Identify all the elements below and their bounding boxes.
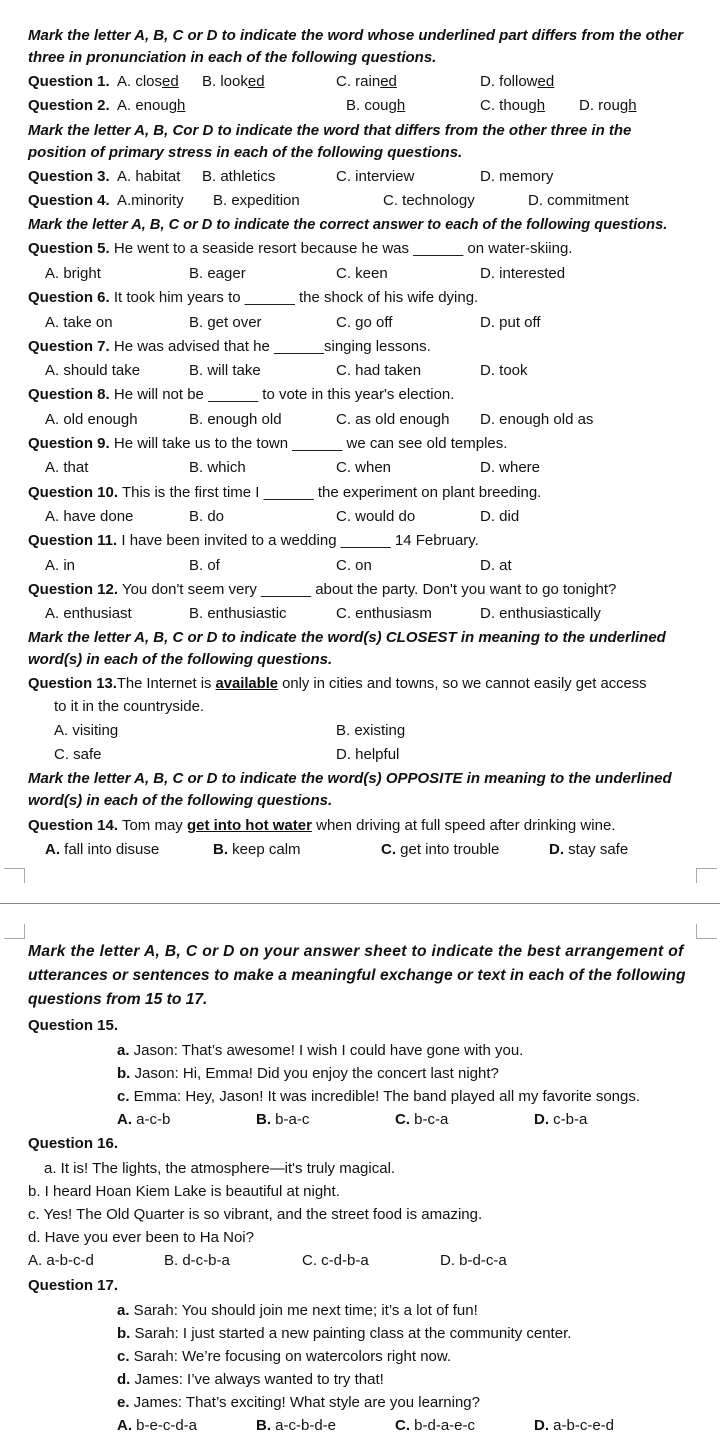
option-b[interactable]: B. which <box>189 459 246 476</box>
option-a[interactable]: A. take on <box>45 314 113 331</box>
question-stem: Question 7. He was advised that he ______singing lessons. <box>28 338 431 355</box>
option-d[interactable]: D. memory <box>480 168 554 185</box>
option-c[interactable]: C. enthusiasm <box>336 605 432 622</box>
option-a[interactable]: A. a-b-c-d <box>28 1252 94 1269</box>
crop-mark <box>4 868 25 883</box>
option-c[interactable]: C. when <box>336 459 392 476</box>
option-b[interactable]: B. expedition <box>213 192 300 209</box>
option-a[interactable]: A. habitat <box>117 168 181 185</box>
question-label: Question 4. <box>28 192 110 209</box>
question-label: Question 3. <box>28 168 110 185</box>
option-b[interactable]: B. athletics <box>202 168 276 185</box>
question-label: Question 17. <box>28 1277 119 1294</box>
option-c[interactable]: C. keen <box>336 265 388 282</box>
option-c[interactable]: C. go off <box>336 314 393 331</box>
option-c[interactable]: C. would do <box>336 508 416 525</box>
option-c[interactable]: C. had taken <box>336 362 422 379</box>
option-d[interactable]: D. interested <box>480 265 566 282</box>
option-c[interactable]: C. safe <box>54 746 102 763</box>
question-stem: Question 5. He went to a seaside resort because he was ______ on water-skiing. <box>28 240 573 257</box>
option-d[interactable]: D. stay safe <box>549 841 629 858</box>
option-a[interactable]: A. have done <box>45 508 134 525</box>
instruction-correct-answer: Mark the letter A, B, C or D to indicate the correct answer to each of the following questions. <box>28 217 668 233</box>
option-b[interactable]: B. cough <box>346 97 406 114</box>
option-b[interactable]: B. enough old <box>189 411 282 428</box>
option-b[interactable]: B. will take <box>189 362 261 379</box>
question-label: Question 1. <box>28 73 110 90</box>
option-c[interactable]: C. rained <box>336 73 397 90</box>
option-c[interactable]: C. b-c-a <box>395 1111 449 1128</box>
option-d[interactable]: D. helpful <box>336 746 400 763</box>
option-b[interactable]: B. eager <box>189 265 246 282</box>
option-c[interactable]: C. on <box>336 557 372 574</box>
option-c[interactable]: C. as old enough <box>336 411 450 428</box>
option-d[interactable]: D. did <box>480 508 520 525</box>
page-divider <box>0 903 720 904</box>
utterance-c: c. Sarah: We’re focusing on watercolors right now. <box>117 1348 452 1365</box>
option-d[interactable]: D. b-d-c-a <box>440 1252 507 1269</box>
option-a[interactable]: A. b-e-c-d-a <box>117 1417 198 1434</box>
option-a[interactable]: A. closed <box>117 73 179 90</box>
option-a[interactable]: A. visiting <box>54 722 119 739</box>
crop-mark <box>4 924 25 939</box>
utterance-d: d. Have you ever been to Ha Noi? <box>28 1229 254 1246</box>
question-label: Question 16. <box>28 1135 119 1152</box>
option-d[interactable]: D. enough old as <box>480 411 594 428</box>
utterance-e: e. James: That’s exciting! What style are you learning? <box>117 1394 480 1411</box>
crop-mark <box>696 868 717 883</box>
utterance-a: a. Jason: That’s awesome! I wish I could have gone with you. <box>117 1042 524 1059</box>
question-stem-line2: to it in the countryside. <box>54 698 205 715</box>
utterance-b: b. Jason: Hi, Emma! Did you enjoy the concert last night? <box>117 1065 499 1082</box>
instruction-opposite-line2: word(s) in each of the following questions. <box>28 792 333 809</box>
option-a[interactable]: A. fall into disuse <box>45 841 160 858</box>
question-stem: Question 8. He will not be ______ to vote in this year's election. <box>28 386 455 403</box>
option-b[interactable]: B. looked <box>202 73 265 90</box>
option-d[interactable]: D. enthusiastically <box>480 605 601 622</box>
utterance-d: d. James: I’ve always wanted to try that! <box>117 1371 384 1388</box>
option-d[interactable]: D. where <box>480 459 541 476</box>
option-c[interactable]: C. though <box>480 97 546 114</box>
instruction-arrangement-line3: questions from 15 to 17. <box>28 991 208 1008</box>
option-d[interactable]: D. put off <box>480 314 541 331</box>
instruction-opposite-line1: Mark the letter A, B, C or D to indicate the word(s) OPPOSITE in meaning to the underlined <box>28 770 672 787</box>
option-a[interactable]: A. in <box>45 557 76 574</box>
option-b[interactable]: B. a-c-b-d-e <box>256 1417 337 1434</box>
instruction-pronunciation-line1: Mark the letter A, B, C or D to indicate the word whose underlined part differs from the other <box>28 27 684 44</box>
option-a[interactable]: A.minority <box>117 192 184 209</box>
option-b[interactable]: B. d-c-b-a <box>164 1252 230 1269</box>
instruction-closest-line1: Mark the letter A, B, C or D to indicate the word(s) CLOSEST in meaning to the underlined <box>28 629 666 646</box>
question-stem: Question 11. I have been invited to a wedding ______ 14 February. <box>28 532 479 549</box>
option-d[interactable]: D. c-b-a <box>534 1111 588 1128</box>
option-b[interactable]: B. b-a-c <box>256 1111 310 1128</box>
option-d[interactable]: D. a-b-c-e-d <box>534 1417 615 1434</box>
utterance-c: c. Emma: Hey, Jason! It was incredible! The band played all my favorite songs. <box>117 1088 641 1105</box>
option-b[interactable]: B. of <box>189 557 220 574</box>
option-d[interactable]: D. commitment <box>528 192 629 209</box>
option-b[interactable]: B. do <box>189 508 225 525</box>
utterance-b: b. I heard Hoan Kiem Lake is beautiful at night. <box>28 1183 340 1200</box>
question-label: Question 2. <box>28 97 110 114</box>
option-d[interactable]: D. followed <box>480 73 555 90</box>
option-d[interactable]: D. took <box>480 362 528 379</box>
question-stem: Question 12. You don't seem very ______ about the party. Don't you want to go tonight? <box>28 581 617 598</box>
instruction-closest-line2: word(s) in each of the following questions. <box>28 651 333 668</box>
utterance-b: b. Sarah: I just started a new painting class at the community center. <box>117 1325 572 1342</box>
option-c[interactable]: C. technology <box>383 192 475 209</box>
question-stem: Question 10. This is the first time I ______ the experiment on plant breeding. <box>28 484 542 501</box>
instruction-stress-line2: position of primary stress in each of the following questions. <box>28 144 463 161</box>
option-b[interactable]: B. enthusiastic <box>189 605 287 622</box>
utterance-a: a. Sarah: You should join me next time; it’s a lot of fun! <box>117 1302 478 1319</box>
instruction-arrangement-line2: utterances or sentences to make a meaningful exchange or text in each of the following <box>28 967 686 984</box>
option-c[interactable]: C. get into trouble <box>381 841 500 858</box>
question-stem: Question 14. Tom may get into hot water when driving at full speed after drinking wine. <box>28 817 616 834</box>
instruction-arrangement-line1: Mark the letter A, B, C or D on your answer sheet to indicate the best arrangement of <box>28 943 684 960</box>
option-d[interactable]: D. rough <box>579 97 637 114</box>
option-b[interactable]: B. get over <box>189 314 262 331</box>
option-c[interactable]: C. c-d-b-a <box>302 1252 369 1269</box>
question-label: Question 15. <box>28 1017 119 1034</box>
option-a[interactable]: A. old enough <box>45 411 138 428</box>
utterance-a: a. It is! The lights, the atmosphere—it's truly magical. <box>44 1160 396 1177</box>
instruction-stress-line1: Mark the letter A, B, Cor D to indicate the word that differs from the other three in the <box>28 122 632 139</box>
utterance-c: c. Yes! The Old Quarter is so vibrant, and the street food is amazing. <box>28 1206 483 1223</box>
option-c[interactable]: C. interview <box>336 168 415 185</box>
option-b[interactable]: B. keep calm <box>213 841 301 858</box>
option-d[interactable]: D. at <box>480 557 512 574</box>
question-stem: Question 13.The Internet is available only in cities and towns, so we cannot easily get access <box>28 676 647 692</box>
option-a[interactable]: A. that <box>45 459 89 476</box>
option-a[interactable]: A. should take <box>45 362 141 379</box>
crop-mark <box>696 924 717 939</box>
option-c[interactable]: C. b-d-a-e-c <box>395 1417 476 1434</box>
question-stem: Question 9. He will take us to the town ______ we can see old temples. <box>28 435 508 452</box>
instruction-pronunciation-line2: three in pronunciation in each of the following questions. <box>28 49 437 66</box>
option-a[interactable]: A. enough <box>117 97 186 114</box>
option-b[interactable]: B. existing <box>336 722 406 739</box>
question-stem: Question 6. It took him years to ______ the shock of his wife dying. <box>28 289 479 306</box>
option-a[interactable]: A. bright <box>45 265 101 282</box>
option-a[interactable]: A. a-c-b <box>117 1111 171 1128</box>
option-a[interactable]: A. enthusiast <box>45 605 132 622</box>
